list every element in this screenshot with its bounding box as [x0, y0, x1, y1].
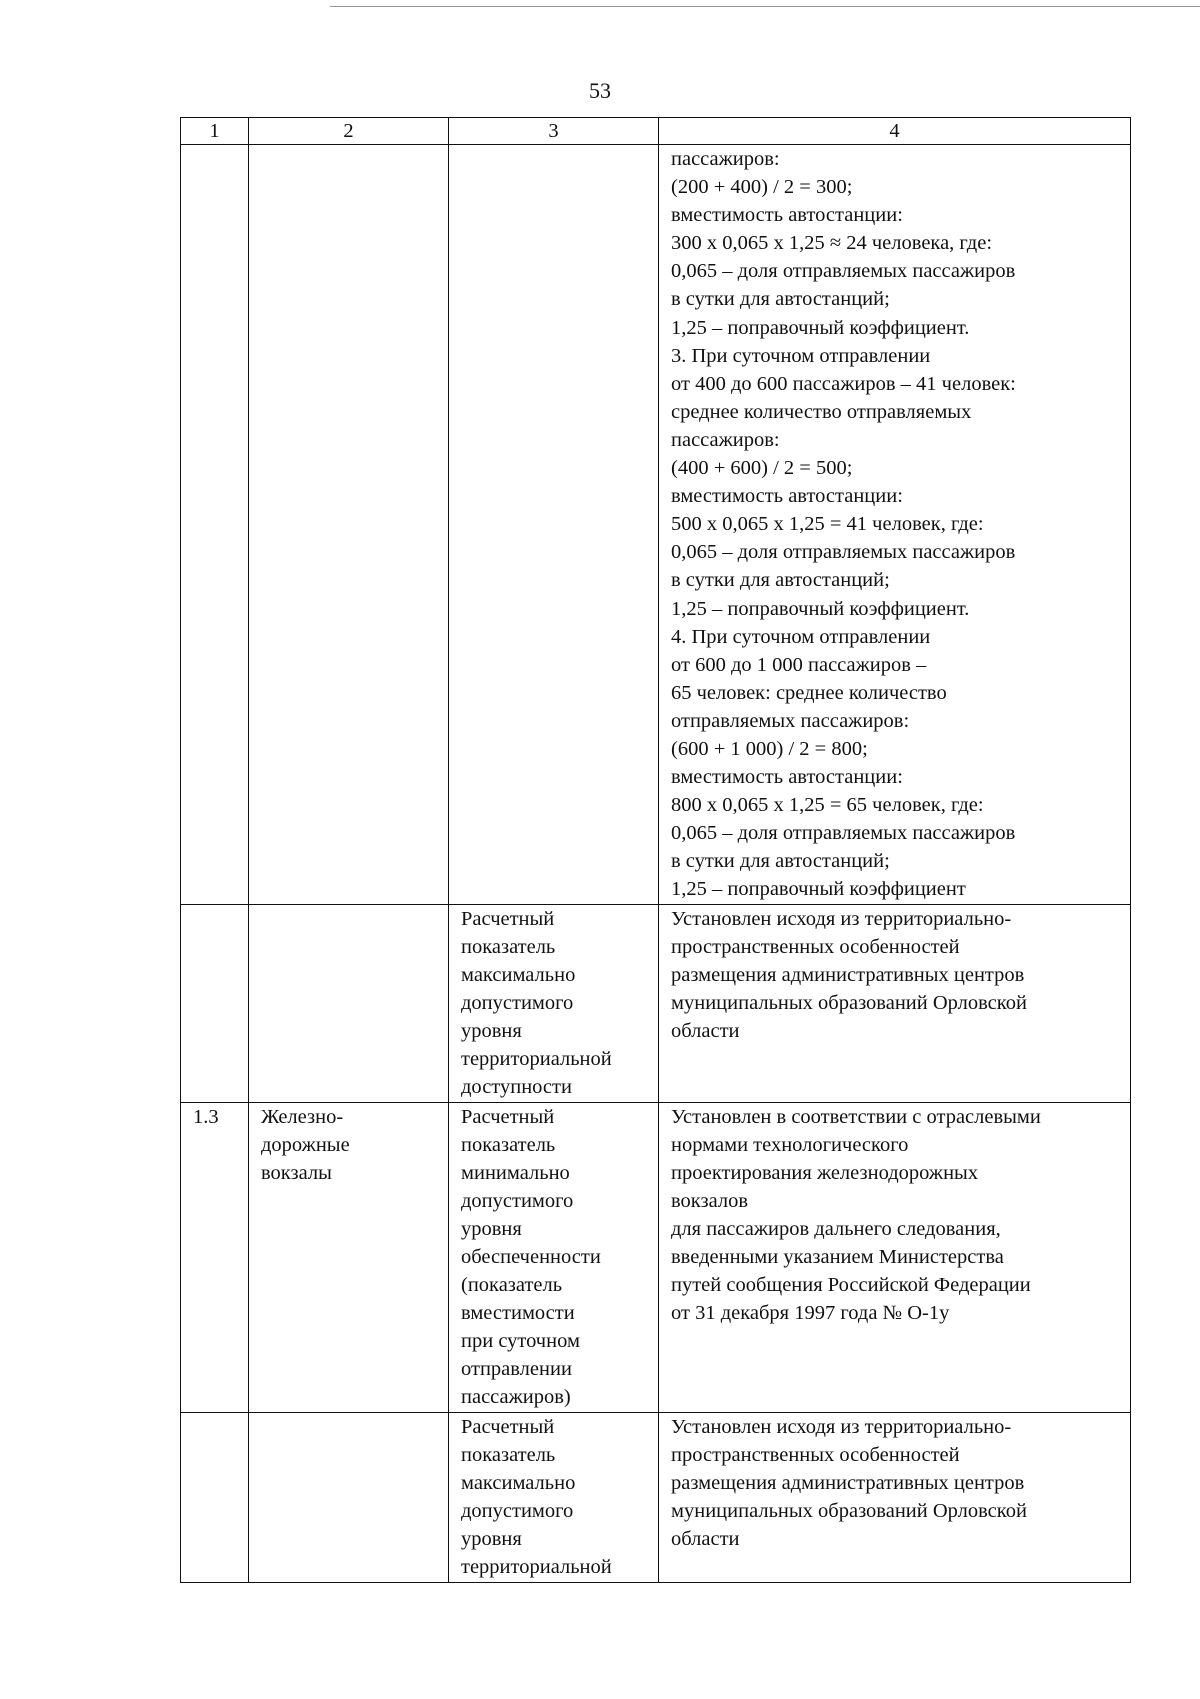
header-col-1: 1: [181, 118, 249, 145]
cell-object-name: Железно- дорожные вокзалы: [249, 1102, 449, 1412]
header-col-2: 2: [249, 118, 449, 145]
cell-indicator-name: Расчетный показатель минимально допустимого уровня обеспеченности (показатель вместимости при суточном отправлении пассажиров): [449, 1102, 659, 1412]
cell-calculation-text: пассажиров: (200 + 400) / 2 = 300; вместимость автостанции: 300 x 0,065 x 1,25 ≈ 24 человека, где: 0,065 – доля отправляемых пассажиров в сутки для автостанций; 1,25 – поправочный коэффициент. 3. При суточном отправлении от 400 до 600 пассажиров – 41 человек: среднее количество отправляемых пассажиров: (400 + 600) / 2 = 500; вместимость автостанции: 500 x 0,065 x 1,25 = 41 человек, где: 0,065 – доля отправляемых пассажиров в сутки для автостанций; 1,25 – поправочный коэффициент. 4. При суточном отправлении от 600 до 1 000 пассажиров – 65 человек: среднее количество отправляемых пассажиров: (600 + 1 000) / 2 = 800; вместимость автостанции: 800 x 0,065 x 1,25 = 65 человек, где: 0,065 – доля отправляемых пассажиров в сутки для автостанций; 1,25 – поправочный коэффициент: [659, 145, 1131, 905]
cell-empty: [181, 145, 249, 905]
table-row-1-3: [181, 1102, 1131, 1412]
page-number: 53: [589, 78, 611, 103]
table-row-access-1: [181, 904, 1131, 1102]
regulation-table: [180, 117, 1131, 1583]
cell-indicator-basis: Установлен исходя из территориально- пространственных особенностей размещения административных центров муниципальных образований Орловской области: [659, 1412, 1131, 1582]
cell-indicator-name: Расчетный показатель максимально допустимого уровня территориальной доступности: [449, 904, 659, 1102]
cell-empty: [249, 904, 449, 1102]
cell-empty: [249, 1412, 449, 1582]
table-row-access-2: [181, 1412, 1131, 1582]
cell-empty: [449, 145, 659, 905]
cell-indicator-basis: Установлен исходя из территориально- пространственных особенностей размещения административных центров муниципальных образований Орловской области: [659, 904, 1131, 1102]
cell-empty: [181, 1412, 249, 1582]
cell-indicator-basis: Установлен в соответствии с отраслевыми нормами технологического проектирования железнодорожных вокзалов для пассажиров дальнего следования, введенными указанием Министерства путей сообщения Российской Федерации от 31 декабря 1997 года № О-1у: [659, 1102, 1131, 1412]
cell-indicator-name: Расчетный показатель максимально допустимого уровня территориальной: [449, 1412, 659, 1582]
table-row-continuation: [181, 145, 1131, 905]
header-col-4: 4: [659, 118, 1131, 145]
cell-empty: [181, 904, 249, 1102]
scan-edge-line: [330, 6, 1200, 7]
cell-item-number: 1.3: [181, 1102, 249, 1412]
table-header-row: [181, 118, 1131, 145]
header-col-3: 3: [449, 118, 659, 145]
cell-empty: [249, 145, 449, 905]
